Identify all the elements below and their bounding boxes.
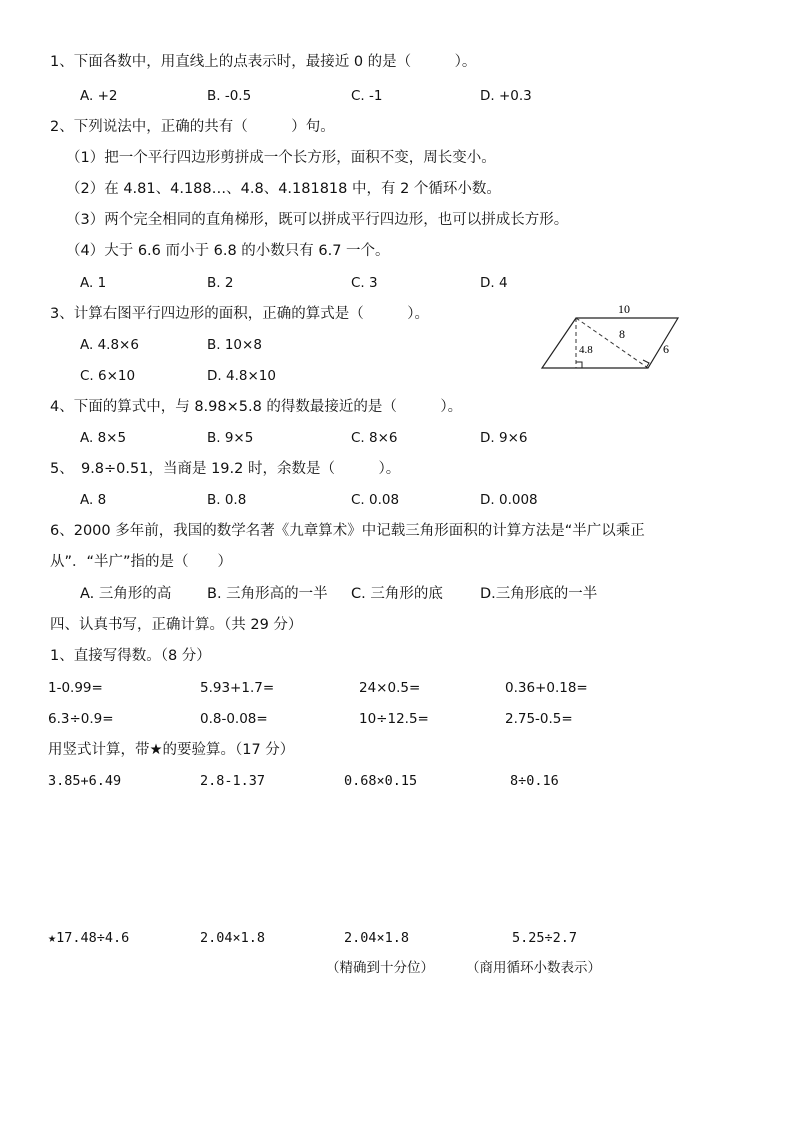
question-4-stem: 4、下面的算式中，与 8.98×5.8 的得数最接近的是（ ）。 xyxy=(50,399,463,415)
q4-option-b: B. 9×5 xyxy=(207,430,254,446)
vertical-problem-8: 5.25÷2.7 xyxy=(512,930,578,946)
question-1-stem: 1、下面各数中，用直线上的点表示时，最接近 0 的是（ ）。 xyxy=(50,54,477,70)
q3-option-b: B. 10×8 xyxy=(207,337,262,353)
vertical-problem-5: ★17.48÷4.6 xyxy=(48,930,130,946)
question-2-stem: 2、下列说法中，正确的共有（ ）句。 xyxy=(50,119,335,135)
note-round-to-tenths: （精确到十分位） xyxy=(326,960,434,976)
oral-problem-8: 2.75-0.5= xyxy=(505,711,573,727)
oral-problem-1: 1-0.99= xyxy=(48,680,103,696)
q6-option-c: C. 三角形的底 xyxy=(351,586,443,602)
question-6-stem-line-2: 从”．“半广”指的是（ ） xyxy=(50,554,233,570)
q1-option-a: A. +2 xyxy=(80,88,118,104)
q6-option-b: B. 三角形高的一半 xyxy=(207,586,328,602)
parallelogram-figure xyxy=(538,300,688,378)
oral-problem-2: 5.93+1.7= xyxy=(200,680,275,696)
q1-option-d: D. +0.3 xyxy=(480,88,532,104)
q2-option-c: C. 3 xyxy=(351,275,378,291)
q5-option-a: A. 8 xyxy=(80,492,107,508)
parallelogram-shape xyxy=(542,318,678,368)
q6-option-d: D.三角形底的一半 xyxy=(480,586,598,602)
q2-option-b: B. 2 xyxy=(207,275,234,291)
vertical-problem-3: 0.68×0.15 xyxy=(344,773,418,789)
vertical-problem-7: 2.04×1.8 xyxy=(344,930,410,946)
label-diagonal-8: 8 xyxy=(619,327,625,341)
question-3-stem: 3、计算右图平行四边形的面积，正确的算式是（ ）。 xyxy=(50,306,429,322)
note-repeating-decimal: （商用循环小数表示） xyxy=(466,960,601,976)
q4-option-a: A. 8×5 xyxy=(80,430,127,446)
label-height-4-8: 4.8 xyxy=(579,344,593,356)
q3-option-a: A. 4.8×6 xyxy=(80,337,139,353)
oral-problem-7: 10÷12.5= xyxy=(359,711,429,727)
q2-statement-3: （3）两个完全相同的直角梯形，既可以拼成平行四边形，也可以拼成长方形。 xyxy=(66,212,569,228)
oral-problem-4: 0.36+0.18= xyxy=(505,680,588,696)
q4-option-d: D. 9×6 xyxy=(480,430,528,446)
question-6-stem-line-1: 6、2000 多年前，我国的数学名著《九章算术》中记载三角形面积的计算方法是“半广以乘正 xyxy=(50,523,645,539)
vertical-problem-6: 2.04×1.8 xyxy=(200,930,266,946)
part-1-title: 1、直接写得数。（8 分） xyxy=(50,648,211,664)
q4-option-c: C. 8×6 xyxy=(351,430,398,446)
label-top-10: 10 xyxy=(618,302,630,316)
q3-option-d: D. 4.8×10 xyxy=(207,368,276,384)
q6-option-a: A. 三角形的高 xyxy=(80,586,172,602)
q5-option-d: D. 0.008 xyxy=(480,492,538,508)
part-2-title: 用竖式计算，带★的要验算。（17 分） xyxy=(48,742,295,758)
q5-option-c: C. 0.08 xyxy=(351,492,400,508)
vertical-problem-2: 2.8-1.37 xyxy=(200,773,266,789)
q2-option-a: A. 1 xyxy=(80,275,107,291)
oral-problem-3: 24×0.5= xyxy=(359,680,421,696)
question-5-stem: 5、 9.8÷0.51，当商是 19.2 时，余数是（ ）。 xyxy=(50,461,401,477)
q2-statement-2: （2）在 4.81、4.188…、4.8、4.181818 中，有 2 个循环小数。 xyxy=(66,181,501,197)
vertical-problem-4: 8÷0.16 xyxy=(510,773,559,789)
q1-option-c: C. -1 xyxy=(351,88,383,104)
label-side-6: 6 xyxy=(663,342,669,356)
q3-option-c: C. 6×10 xyxy=(80,368,136,384)
oral-problem-5: 6.3÷0.9= xyxy=(48,711,114,727)
diagonal-line xyxy=(576,318,648,368)
height-right-angle-mark xyxy=(576,362,582,368)
q2-option-d: D. 4 xyxy=(480,275,508,291)
q5-option-b: B. 0.8 xyxy=(207,492,247,508)
section-4-heading: 四、认真书写，正确计算。（共 29 分） xyxy=(50,617,303,633)
vertical-problem-1: 3.85+6.49 xyxy=(48,773,122,789)
oral-problem-6: 0.8-0.08= xyxy=(200,711,268,727)
q2-statement-4: （4）大于 6.6 而小于 6.8 的小数只有 6.7 一个。 xyxy=(66,243,390,259)
q1-option-b: B. -0.5 xyxy=(207,88,252,104)
q2-statement-1: （1）把一个平行四边形剪拼成一个长方形，面积不变，周长变小。 xyxy=(66,150,496,166)
